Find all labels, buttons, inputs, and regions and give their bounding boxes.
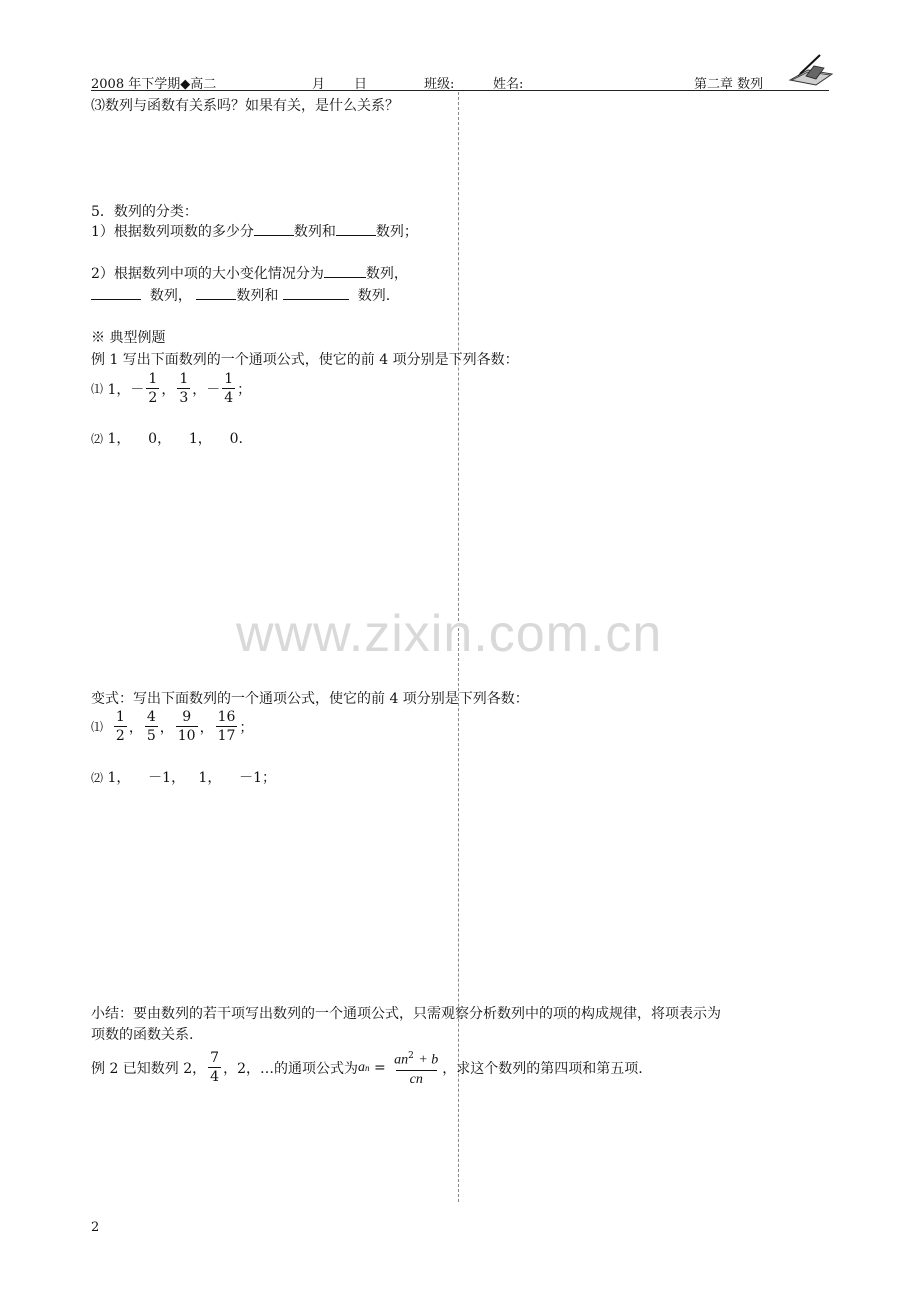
variant-part-1: ⑴ $\frac{1}{2}$ ， $\frac{4}{5}$ ， $\frac{9}{10}$ ， $\frac{16}{17}$ ； <box>91 709 254 744</box>
formula-a: a <box>358 1059 366 1075</box>
page-number: 2 <box>91 1220 100 1235</box>
item-2-text-d: 数列和 <box>236 288 279 304</box>
example-1-part-1: ⑴ 1， － $\frac{1}{2}$ ， $\frac{1}{3}$ ， － $\frac{1}{4}$ ； <box>91 371 252 406</box>
variant-part-2 <box>91 751 276 787</box>
example-1-part-2 <box>91 412 243 448</box>
item-1-text-a: 1）根据数列项数的多少分 <box>91 224 254 240</box>
watermark: www.zixin.com.cn <box>236 605 663 663</box>
formula-fraction: $\frac{an^2 + b}{cn}$ <box>394 1051 439 1087</box>
example-2-text-b: ，2，…的通项公式为 <box>223 1060 359 1077</box>
fraction: $\frac{16}{17}$ <box>217 709 236 744</box>
blank-4 <box>91 285 141 300</box>
part-label: ⑴ <box>91 720 104 734</box>
item-2-text-c: 数列， <box>149 288 192 304</box>
example-2 <box>91 1047 643 1089</box>
header-name-label: 姓名: <box>493 77 524 92</box>
fraction: $\frac{4}{5}$ <box>146 709 156 744</box>
question-3: ⑶数列与函数有关系吗？如果有关，是什么关系？ <box>91 98 399 114</box>
book-pen-icon <box>786 52 836 88</box>
part-label: ⑵ <box>91 771 104 785</box>
section-5-item-2-cont <box>91 285 390 305</box>
example-2-text-a: 例 2 已知数列 2， <box>91 1060 207 1077</box>
summary-line-1: 小结：要由数列的若干项写出数列的一个通项公式，只需观察分析数列中的项的构成规律，将项表示为 <box>91 1006 721 1022</box>
term-sign: － <box>130 381 145 398</box>
sequence-text: 1， 0， 1， 0. <box>107 431 243 447</box>
header-chapter: 第二章 数列 <box>694 77 764 92</box>
blank-1 <box>254 221 294 236</box>
example-1-prompt: 例 1 写出下面数列的一个通项公式，使它的前 4 项分别是下列各数： <box>91 352 519 368</box>
fraction: $\frac{1}{4}$ <box>224 371 234 406</box>
fraction: $\frac{7}{4}$ <box>210 1050 220 1086</box>
examples-title: ※ 典型例题 <box>91 330 166 346</box>
section-5-item-1 <box>91 221 418 241</box>
sequence-text: 1， －1， 1， －1； <box>107 770 277 786</box>
header-class-label: 班级: <box>424 77 455 92</box>
header-term: 2008 年下学期◆高二 <box>91 77 217 92</box>
formula-equals: = <box>373 1059 386 1076</box>
part-label: ⑵ <box>91 432 104 446</box>
fraction: $\frac{9}{10}$ <box>177 709 196 744</box>
item-2-text-e: 数列. <box>357 288 391 304</box>
section-5-title: 5．数列的分类： <box>91 204 198 220</box>
fraction: $\frac{1}{2}$ <box>115 709 125 744</box>
item-1-text-b: 数列和 <box>293 224 336 240</box>
formula-subscript: n <box>365 1062 370 1073</box>
section-5-item-2 <box>91 263 408 283</box>
fraction: $\frac{1}{3}$ <box>179 371 189 406</box>
blank-5 <box>196 285 236 300</box>
part-label: ⑴ <box>91 382 104 396</box>
header-rule <box>91 90 829 91</box>
example-2-text-c: ，求这个数列的第四项和第五项. <box>442 1060 643 1077</box>
variant-prompt: 变式：写出下面数列的一个通项公式，使它的前 4 项分别是下列各数： <box>91 691 529 707</box>
first-term: 1， <box>107 381 131 398</box>
blank-3 <box>324 263 366 278</box>
blank-2 <box>336 221 376 236</box>
term-sign: － <box>206 381 221 398</box>
header-month: 月 <box>312 77 326 92</box>
item-2-text-a: 2）根据数列中项的大小变化情况分为 <box>91 266 324 282</box>
summary-line-2: 项数的函数关系. <box>91 1027 194 1043</box>
blank-6 <box>283 285 349 300</box>
item-1-text-c: 数列； <box>375 224 418 240</box>
item-2-text-b: 数列， <box>365 266 408 282</box>
fraction: $\frac{1}{2}$ <box>148 371 158 406</box>
header-day: 日 <box>354 77 368 92</box>
